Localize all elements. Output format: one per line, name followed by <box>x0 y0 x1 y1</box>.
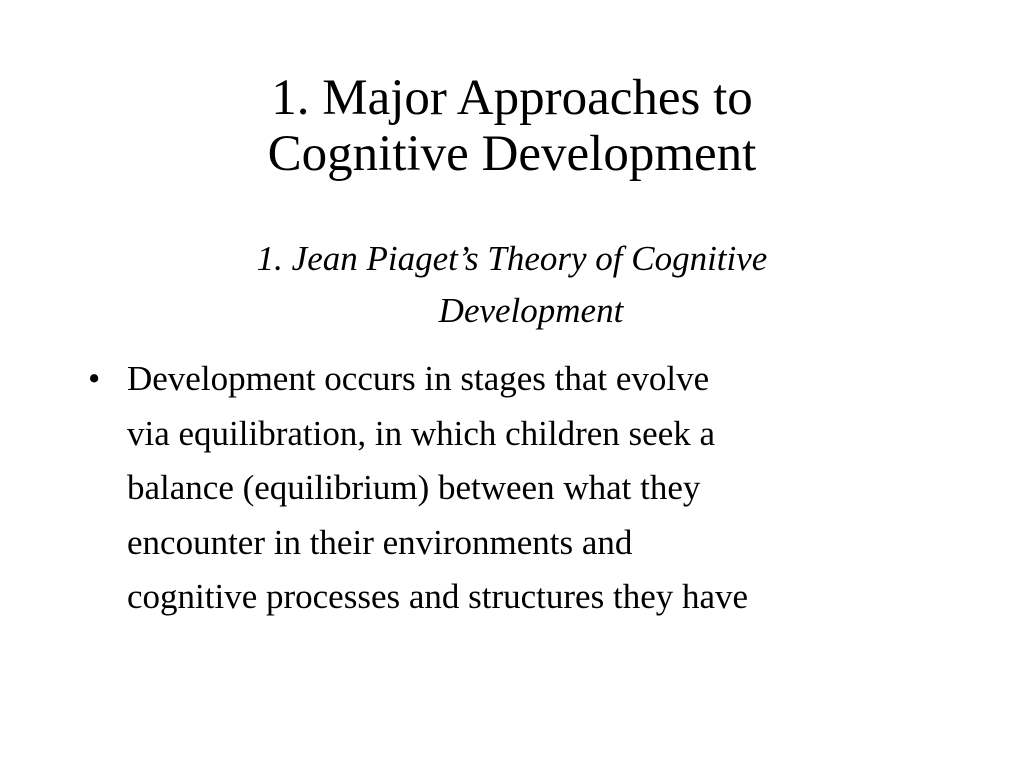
bullet-icon: • <box>88 359 101 398</box>
slide-title <box>0 70 1024 182</box>
bullet-text-line-3: balance (equilibrium) between what they <box>127 468 701 507</box>
bullet-text-line-2: via equilibration, in which children seek a <box>127 413 716 453</box>
slide-subtitle-line-1: 1. Jean Piaget’s Theory of Cognitive <box>256 239 768 278</box>
bullet-text-line-1: Development occurs in stages that evolve <box>127 359 710 398</box>
bullet-text-line-4: encounter in their environments and <box>127 522 633 562</box>
slide-subtitle-line-2: Development <box>438 291 624 330</box>
slide-title-line-2: Cognitive Development <box>267 126 757 182</box>
bullet-item <box>88 352 1008 625</box>
slide-subtitle <box>0 233 1024 337</box>
slide-title-line-1: 1. Major Approaches to <box>271 70 753 126</box>
bullet-text-line-5: cognitive processes and structures they have <box>127 577 749 616</box>
bullet-list <box>88 352 1008 625</box>
